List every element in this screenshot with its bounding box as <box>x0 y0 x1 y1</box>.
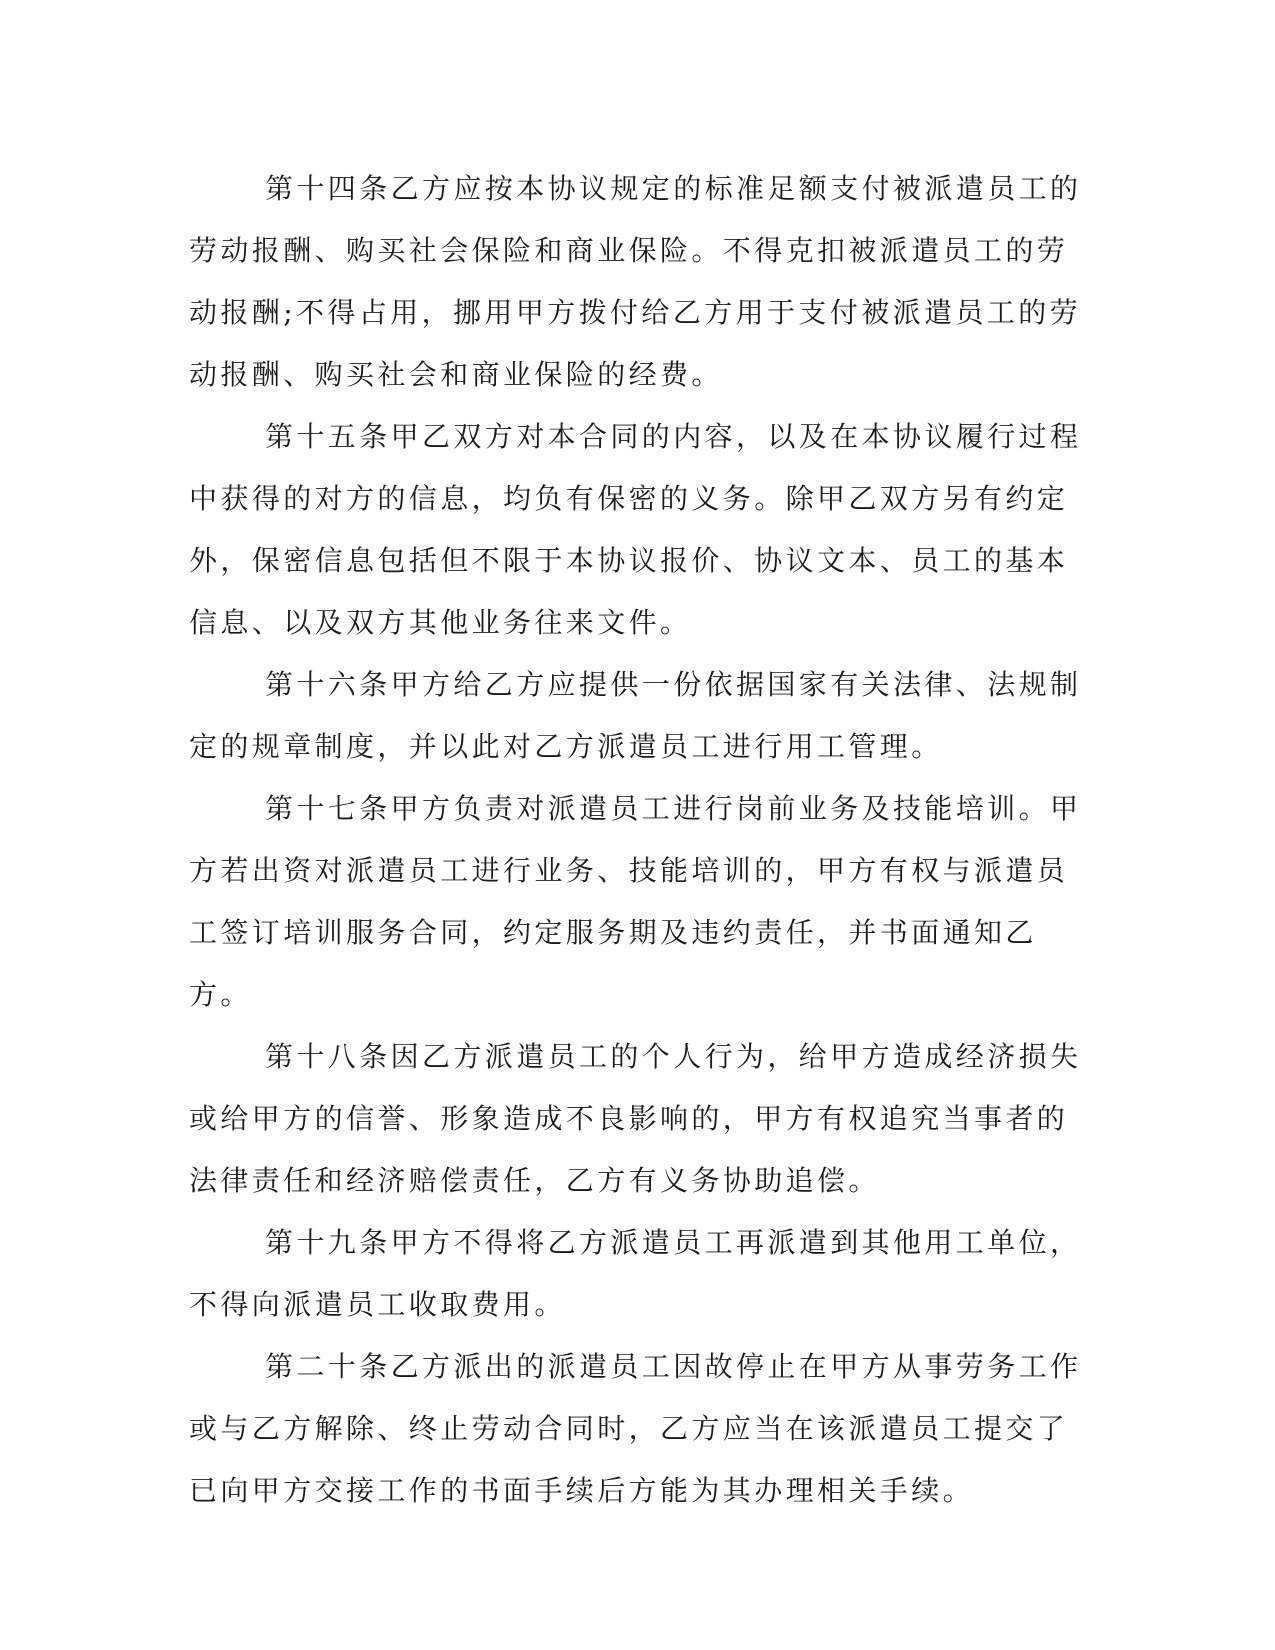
clause-19: 第十九条甲方不得将乙方派遣员工再派遣到其他用工单位，不得向派遣员工收取费用。 <box>189 1226 1082 1321</box>
clause-14: 第十四条乙方应按本协议规定的标准足额支付被派遣员工的劳动报酬、购买社会保险和商业保险。不得克扣被派遣员工的劳动报酬;不得占用，挪用甲方拨付给乙方用于支付被派遣员工的劳动报酬、购买社会和商业保险的经费。 <box>189 172 1082 391</box>
clause-17: 第十七条甲方负责对派遣员工进行岗前业务及技能培训。甲方若出资对派遣员工进行业务、技能培训的，甲方有权与派遣员工签订培训服务合同，约定服务期及违约责任，并书面通知乙方。 <box>189 792 1082 1011</box>
clause-16: 第十六条甲方给乙方应提供一份依据国家有关法律、法规制定的规章制度，并以此对乙方派遣员工进行用工管理。 <box>189 668 1082 763</box>
clause-18: 第十八条因乙方派遣员工的个人行为，给甲方造成经济损失或给甲方的信誉、形象造成不良影响的，甲方有权追究当事者的法律责任和经济赔偿责任，乙方有义务协助追偿。 <box>189 1040 1082 1197</box>
document-body <box>189 158 1089 1522</box>
clause-15: 第十五条甲乙双方对本合同的内容，以及在本协议履行过程中获得的对方的信息，均负有保密的义务。除甲乙双方另有约定外，保密信息包括但不限于本协议报价、协议文本、员工的基本信息、以及双方其他业务往来文件。 <box>189 420 1082 639</box>
clause-20: 第二十条乙方派出的派遣员工因故停止在甲方从事劳务工作或与乙方解除、终止劳动合同时，乙方应当在该派遣员工提交了已向甲方交接工作的书面手续后方能为其办理相关手续。 <box>189 1350 1082 1507</box>
